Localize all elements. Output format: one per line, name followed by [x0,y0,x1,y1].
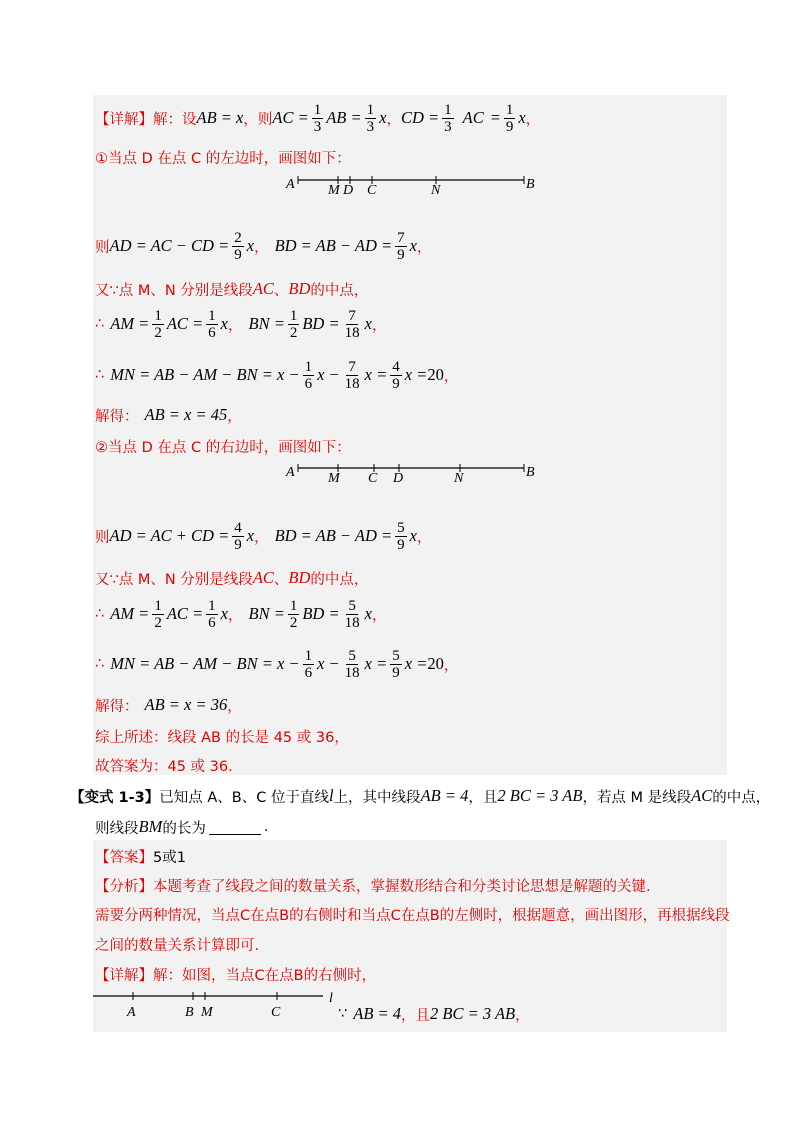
answer-value: 5或1 [153,849,186,866]
equation: AC = [272,108,309,127]
because-line: ∵ AB = 4 ，且 2 BC = 3 AB ， [338,1004,530,1024]
case2-title: ②当点 D 在点 C 的右边时，画图如下： [95,439,351,456]
point-label: M [328,471,340,484]
variant-question-line-2: 则线段 BM 的长为 . [95,817,269,837]
segment-diagram-2 [284,460,538,484]
point-label: C [368,471,378,484]
fraction: $\frac{1}{3}$ [444,101,452,135]
solution-text: ，则 [243,111,273,128]
equation: AD = AC − CD = [109,236,230,255]
point-label: A [286,465,295,480]
answer-blank[interactable] [209,820,261,835]
fraction: $\frac{2}{9}$ [234,229,242,263]
fraction: $\frac{1}{3}$ [313,101,322,135]
variant-tag: 【变式 1-3】 [70,789,160,806]
segment-diagram-1 [284,172,538,196]
equation-line: ∴ MN = AB − AM − BN = x − $\frac{1}{6}$ x − $\frac{7}{18}$ x = $\frac{4}{9}$ x = 20 ， [95,358,459,392]
final-answer-line: 故答案为：45 或 36. [95,758,233,775]
detail-tag: 【详解】 [95,111,153,128]
equation: AB = x [196,108,244,127]
equation-line: ∴ AM = $\frac{1}{2}$ AC = $\frac{1}{6}$ x ， BN = $\frac{1}{2}$ BD = $\frac{5}{18}$ x ， [95,597,387,631]
case1-title: ①当点 D 在点 C 的左边时，画图如下： [95,150,351,167]
answer-tag: 【答案】 [95,849,153,866]
fraction: $\frac{7}{9}$ [397,229,405,263]
point-label: M [201,1005,213,1020]
equation-line: 则 AD = AC − CD = $\frac{2}{9}$ x ， BD = AB − AD = $\frac{7}{9}$ x ， [95,229,432,263]
point-label: A [286,177,295,192]
equation-line: 则 AD = AC + CD = $\frac{4}{9}$ x ， BD = AB − AD = $\frac{5}{9}$ x ， [95,519,432,553]
point-label: N [431,183,441,196]
point-label: A [127,1005,136,1020]
point-label: C [271,1005,281,1020]
equation: CD = [400,108,440,127]
point-label: D [393,471,404,484]
midpoint-line: 又∵点 M、N 分别是线段 AC 、 BD 的中点， [95,279,369,299]
point-label: B [185,1005,194,1020]
result-line: 解得： AB = x = 45 ， [95,405,242,425]
point-label: B [526,177,535,192]
analysis-tag: 【分析】 [95,878,153,895]
fraction: $\frac{1}{9}$ [505,101,514,135]
analysis-line-3: 之间的数量关系计算即可. [95,937,260,954]
point-label: D [343,183,354,196]
solution-text: 解：设 [153,111,197,128]
equation: AC [462,108,484,127]
point-label: B [526,465,535,480]
point-label: M [328,183,340,196]
equation-line: ∴ MN = AB − AM − BN = x − $\frac{1}{6}$ x − $\frac{5}{18}$ x = $\frac{5}{9}$ x = 20 ， [95,647,459,681]
equation: x [379,108,387,127]
equation-line: ∴ AM = $\frac{1}{2}$ AC = $\frac{1}{6}$ x ， BN = $\frac{1}{2}$ BD = $\frac{7}{18}$ x ， [95,307,387,341]
detail-line-1: 【详解】 解：设 AB = x ，则 AC = $\frac{1}{3}$ AB = $\frac{1}{3}$ x ， CD = $\frac{1}{3}$ AC = $\frac{1}{9}$ x ， [95,101,541,135]
detail-line-2: 【详解】 解：如图，当点C在点B的右侧时， [95,967,377,984]
point-label: C [367,183,377,196]
variant-question-line-1: 【变式 1-3】 已知点 A、B、C 位于直线 l 上，其中线段 AB = 4 ，且 2 BC = 3 AB ，若点 M 是线段 AC 的中点， [70,786,771,806]
solution-text: ， [525,111,541,128]
summary-line: 综上所述：线段 AB 的长是 45 或 36， [95,729,349,746]
analysis-line-1: 【分析】 本题考查了线段之间的数量关系，掌握数形结合和分类讨论思想是解题的关键. [95,875,651,895]
equation: x [518,108,526,127]
solution-text: 则 [95,239,110,256]
answer-line [95,846,186,866]
line-label: l [329,991,333,1006]
point-label: N [454,471,464,484]
equation: BD = AB − AD = [274,236,393,255]
midpoint-line: 又∵点 M、N 分别是线段 AC 、 BD 的中点， [95,568,369,588]
analysis-line-2: 需要分两种情况，当点C在点B的右侧时和当点C在点B的左侧时，根据题意，画出图形，再根据线段 [95,907,730,924]
segment-diagram-3 [93,988,343,1022]
equation: AB = [326,108,362,127]
fraction: $\frac{1}{3}$ [366,101,375,135]
result-line: 解得： AB = x = 36 ， [95,695,242,715]
solution-text: ， [386,111,401,128]
